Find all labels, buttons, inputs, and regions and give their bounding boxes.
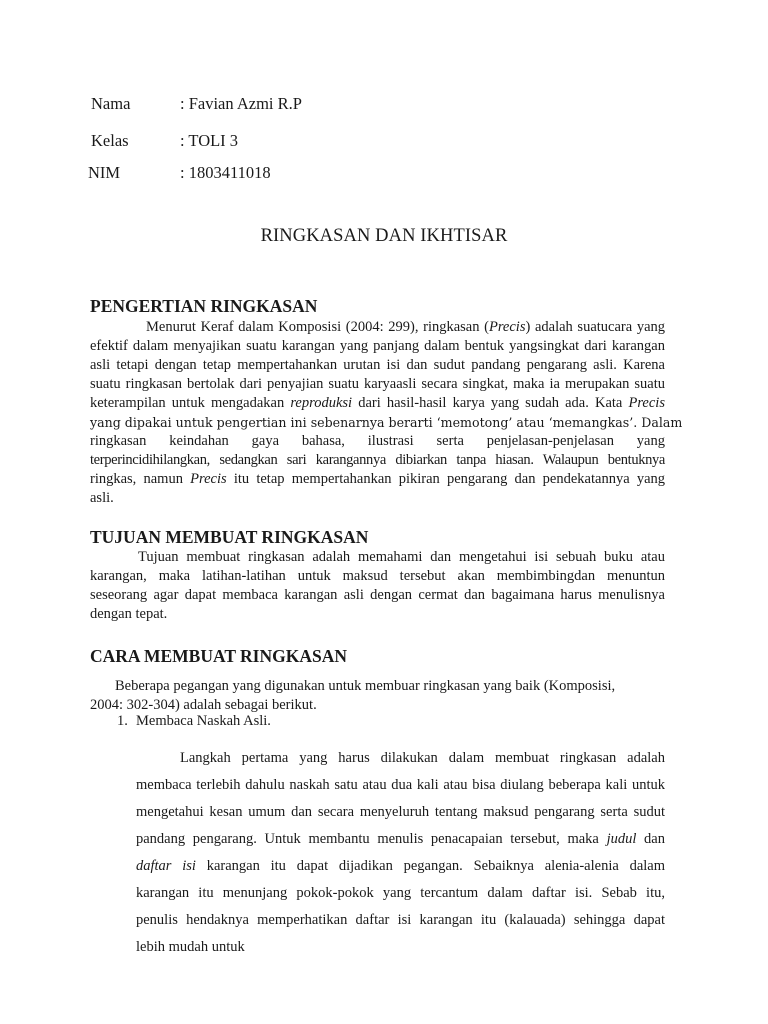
- paragraph-step-1: [136, 745, 665, 961]
- text-line: membaca terlebih dahulu naskah satu atau dua kali atau bisa diulang beberapa kali untuk: [136, 777, 665, 793]
- text-line: daftar isi karangan itu dapat dijadikan pegangan. Sebaiknya alenia-alenia dalam: [136, 858, 666, 874]
- class-value: : TOLI 3: [180, 131, 239, 150]
- text-line: Langkah pertama yang harus dilakukan dalam membuat ringkasan adalah: [180, 750, 665, 766]
- text-line: ringkasan keindahan gaya bahasa, ilustrasi serta penjelasan-penjelasan yang: [90, 433, 665, 449]
- text-line: terperincidihilangkan, sedangkan sari karangannya dibiarkan tanpa hiasan. Walaupun bentuknya: [90, 452, 665, 468]
- text-line: ringkas, namun Precis itu tetap mempertahankan pikiran pengarang dan pendekatannya yang: [90, 471, 666, 487]
- list-item-step-1: [117, 713, 271, 730]
- text-line: penulis hendaknya memperhatikan daftar isi karangan itu (kalauada) sehingga dapat: [136, 912, 665, 928]
- paragraph-tujuan: [90, 548, 665, 624]
- text-line: keterampilan untuk mengadakan reproduksi dari hasil-hasil karya yang sudah ada. Kata Precis: [90, 395, 665, 411]
- list-label: Membaca Naskah Asli.: [136, 713, 271, 729]
- text-line: mengetahui kesan umum dan secara menyeluruh tentang maksud pengarang serta sudut: [136, 804, 665, 820]
- nim-label: NIM: [88, 163, 121, 182]
- text-line: Tujuan membuat ringkasan adalah memahami dan mengetahui isi sebuah buku atau: [138, 549, 665, 565]
- name-label: Nama: [91, 94, 131, 113]
- paragraph-cara-intro: [90, 677, 665, 715]
- class-label: Kelas: [91, 131, 129, 150]
- document-title: RINGKASAN DAN IKHTISAR: [260, 226, 508, 246]
- section-heading-tujuan: TUJUAN MEMBUAT RINGKASAN: [90, 527, 369, 547]
- text-line: 2004: 302-304) adalah sebagai berikut.: [90, 697, 317, 713]
- text-line: lebih mudah untuk: [136, 939, 245, 955]
- text-line: efektif dalam menyajikan suatu karangan yang panjang dalam bentuk yangsingkat dari karangan: [90, 338, 665, 354]
- section-heading-pengertian: PENGERTIAN RINGKASAN: [90, 296, 318, 316]
- text-line: yang dipakai untuk pengertian ini sebenarnya berarti ‘memotong’ atau ‘memangkas’. Dalam: [90, 415, 683, 430]
- paragraph-pengertian: [90, 318, 683, 508]
- text-line: dengan tepat.: [90, 606, 168, 622]
- text-line: asli.: [90, 490, 114, 506]
- text-line: suatu ringkasan bertolak dari penyajian suatu karyaasli secara singkat, maka ia merupakan suatu: [90, 376, 665, 392]
- text-line: karangan, maka latihan-latihan untuk maksud tersebut akan membimbingdan menuntun: [90, 568, 665, 584]
- list-number: 1.: [117, 713, 128, 729]
- name-value: : Favian Azmi R.P: [180, 94, 302, 113]
- nim-value: : 1803411018: [180, 163, 271, 182]
- text-line: pandang pengarang. Untuk membantu menulis penacapaian tersebut, maka judul dan: [136, 831, 665, 847]
- section-heading-cara: CARA MEMBUAT RINGKASAN: [90, 646, 348, 666]
- text-line: Beberapa pegangan yang digunakan untuk membuar ringkasan yang baik (Komposisi,: [115, 678, 616, 694]
- text-line: karangan itu menunjang pokok-pokok yang tercantum dalam daftar isi. Sebab itu,: [136, 885, 665, 901]
- text-line: Menurut Keraf dalam Komposisi (2004: 299), ringkasan (Precis) adalah suatucara yang: [146, 319, 666, 335]
- text-line: asli tetapi dengan tetap mempertahankan urutan isi dan sudut pandang pengarang asli. Karena: [90, 357, 665, 373]
- text-line: seseorang agar dapat membaca karangan asli dengan cermat dan bagaimana harus menulisnya: [90, 587, 665, 603]
